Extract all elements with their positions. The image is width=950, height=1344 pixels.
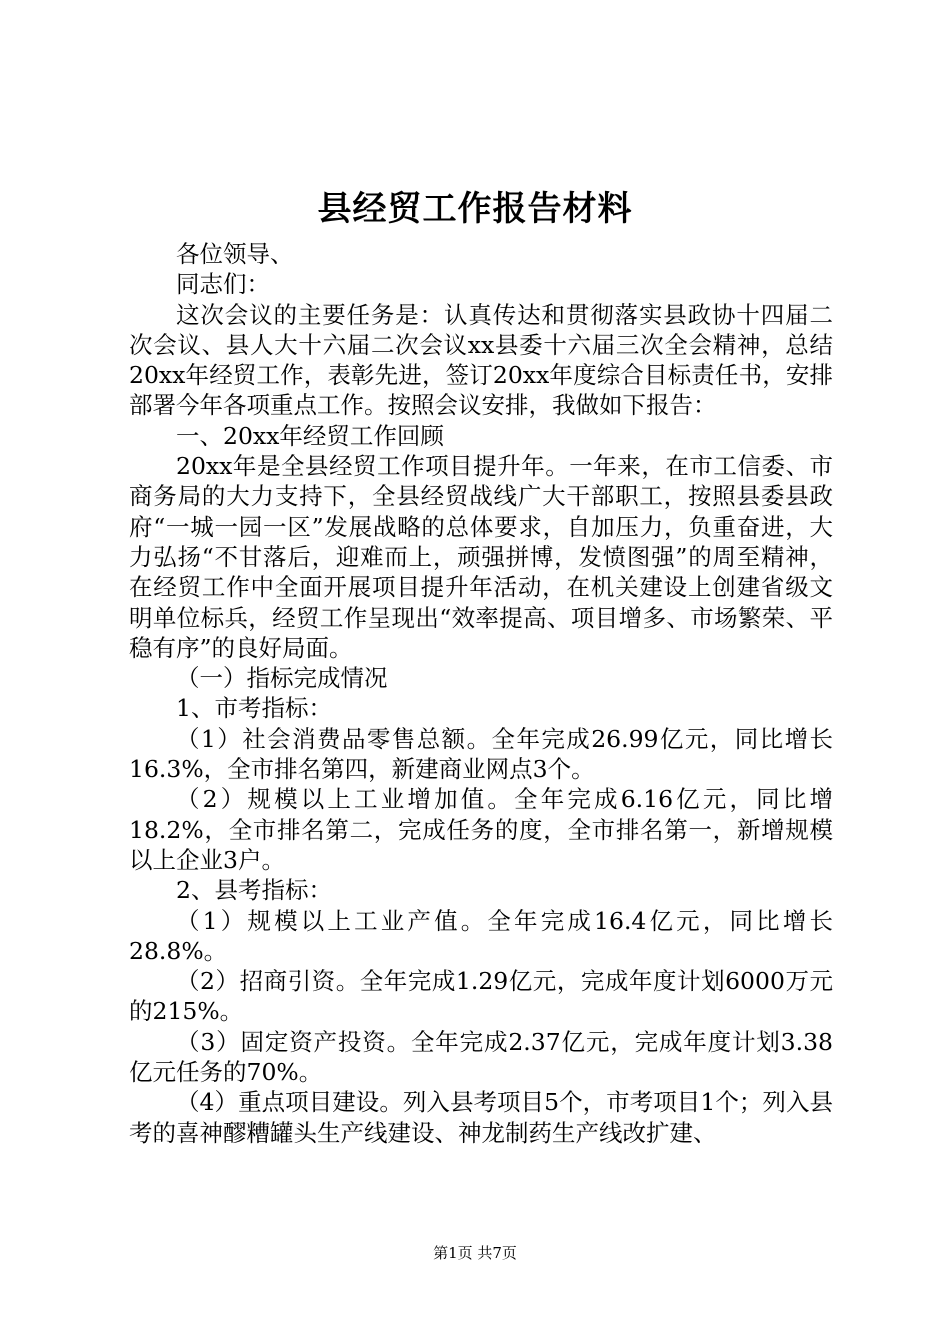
salutation-comrades: 同志们： [176, 270, 270, 299]
list-item: （2）招商引资。全年完成1.29亿元，完成年度计划6000万元的215%。 [129, 967, 833, 1026]
list-item: （4）重点项目建设。列入县考项目5个，市考项目1个；列入县考的喜神醪糟罐头生产线建设、神龙制药生产线改扩建、 [129, 1088, 833, 1147]
section-heading-review: 一、20xx年经贸工作回顾 [176, 421, 444, 450]
list-heading-county-indicators: 2、县考指标： [176, 876, 332, 905]
subsection-heading-indicators: （一）指标完成情况 [176, 664, 388, 693]
review-paragraph: 20xx年是全县经贸工作项目提升年。一年来，在市工信委、市商务局的大力支持下，全县经贸战线广大干部职工，按照县委县政府“一城一园一区”发展战略的总体要求，自加压力，负重奋进，大力弘扬“不甘落后，迎难而上，顽强拼博，发愤图强”的周至精神，在经贸工作中全面开展项目提升年活动，在机关建设上创建省级文明单位标兵，经贸工作呈现出“效率提高、项目增多、市场繁荣、平稳有序”的良好局面。 [129, 452, 833, 662]
document-title: 县经贸工作报告材料 [317, 189, 633, 229]
document-body [129, 239, 833, 1148]
list-item: （1）社会消费品零售总额。全年完成26.99亿元，同比增长16.3%，全市排名第四，新建商业网点3个。 [129, 724, 833, 784]
page-footer: 第1页 共7页 [433, 1244, 517, 1262]
list-heading-city-indicators: 1、市考指标： [176, 694, 332, 723]
intro-paragraph: 这次会议的主要任务是：认真传达和贯彻落实县政协十四届二次会议、县人大十六届二次会议xx县委十六届三次全会精神，总结20xx年经贸工作，表彰先进，签订20xx年度综合目标责任书，安排部署今年各项重点工作。按照会议安排，我做如下报告： [129, 300, 833, 420]
list-item: （1）规模以上工业产值。全年完成16.4亿元，同比增长28.8%。 [129, 906, 833, 965]
list-item: （2）规模以上工业增加值。全年完成6.16亿元，同比增18.2%，全市排名第二，完成任务的度，全市排名第一，新增规模以上企业3户。 [129, 785, 833, 874]
salutation-leaders: 各位领导、 [176, 240, 294, 268]
list-item: （3）固定资产投资。全年完成2.37亿元，完成年度计划3.38亿元任务的70%。 [129, 1027, 833, 1087]
